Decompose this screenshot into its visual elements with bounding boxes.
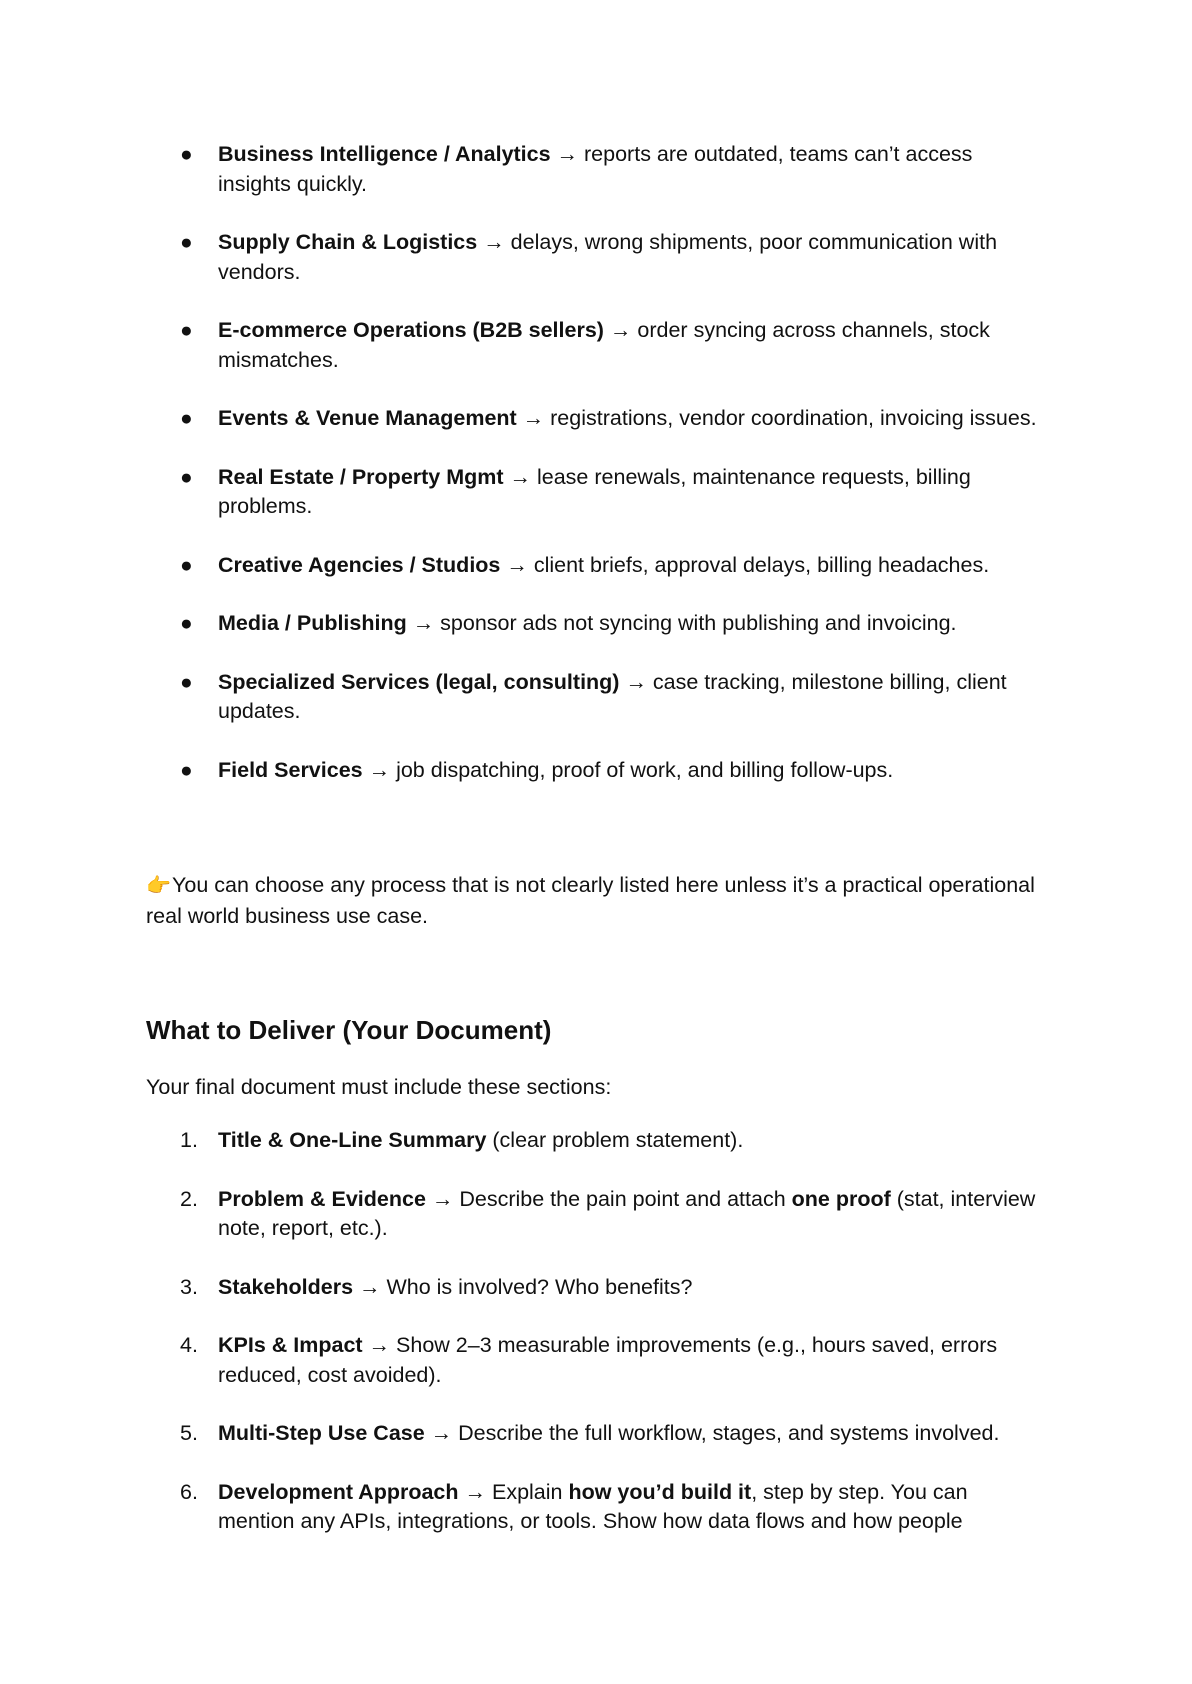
section-heading: What to Deliver (Your Document) xyxy=(146,1015,552,1045)
list-item xyxy=(180,609,1038,639)
bullet-marker: ● xyxy=(180,231,193,254)
list-number: 1. xyxy=(180,1128,198,1152)
list-item-text: → Describe the pain point and attach xyxy=(425,1186,792,1211)
list-item-text: → client briefs, approval delays, billing headaches. xyxy=(500,552,990,577)
list-item xyxy=(180,1478,1038,1537)
list-item-term: Problem & Evidence xyxy=(218,1186,426,1211)
list-item-text: → reports are outdated, teams can’t access insights quickly. xyxy=(218,142,973,196)
list-item-text: → case tracking, milestone billing, client updates. xyxy=(218,669,1007,723)
list-item-term: Title & One-Line Summary xyxy=(218,1128,487,1152)
list-item xyxy=(180,1419,1038,1449)
pointing-hand-icon: 👉 xyxy=(146,875,171,897)
list-item-term: Field Services xyxy=(218,757,363,782)
list-item-text: → registrations, vendor coordination, invoicing issues. xyxy=(516,406,1037,430)
note-text: You can choose any process that is not clearly listed here unless it’s a practical operational real world business use case. xyxy=(146,873,1035,928)
list-item-term: Specialized Services (legal, consulting) xyxy=(218,669,620,694)
list-item-term: Creative Agencies / Studios xyxy=(218,552,501,577)
list-item-term: Business Intelligence / Analytics xyxy=(218,142,551,166)
list-item-text: → lease renewals, maintenance requests, billing problems. xyxy=(218,464,971,518)
list-item-text: → job dispatching, proof of work, and billing follow-ups. xyxy=(362,757,894,782)
list-item-term: Events & Venue Management xyxy=(218,406,517,430)
list-item xyxy=(180,668,1038,727)
list-item-text: → Show 2–3 measurable improvements (e.g., hours saved, errors reduced, cost avoided). xyxy=(218,1333,998,1387)
list-number: 2. xyxy=(180,1186,198,1211)
bullet-marker: ● xyxy=(180,143,193,166)
list-item-text: → Describe the full workflow, stages, and systems involved. xyxy=(424,1421,1000,1445)
list-item xyxy=(180,551,1038,581)
list-item-emphasis: how you’d build it xyxy=(568,1479,752,1504)
list-item-text: (clear problem statement). xyxy=(486,1128,744,1152)
note-paragraph xyxy=(146,871,1046,931)
bullet-marker: ● xyxy=(180,465,193,489)
list-item xyxy=(180,316,1038,375)
list-item xyxy=(180,404,1038,434)
list-item-term: KPIs & Impact xyxy=(218,1333,363,1357)
list-item-term: Media / Publishing xyxy=(218,611,407,635)
list-item-text: → delays, wrong shipments, poor communication with vendors. xyxy=(218,230,998,284)
list-item-emphasis: one proof xyxy=(791,1186,891,1211)
list-item xyxy=(180,463,1038,522)
list-item xyxy=(180,1185,1038,1244)
bullet-marker: ● xyxy=(180,553,193,577)
list-item-term: Stakeholders xyxy=(218,1274,354,1299)
list-item xyxy=(180,1273,1038,1303)
list-number: 3. xyxy=(180,1274,198,1299)
list-item xyxy=(180,1126,1038,1156)
list-number: 4. xyxy=(180,1333,198,1357)
list-item-text-continued: (stat, interview note, report, etc.). xyxy=(218,1186,1036,1240)
list-item xyxy=(180,756,1038,786)
list-item-text-continued: , step by step. You can mention any APIs, integrations, or tools. Show how data flows and how people xyxy=(218,1479,968,1533)
bullet-marker: ● xyxy=(180,407,193,430)
list-item-text: → sponsor ads not syncing with publishing and invoicing. xyxy=(406,611,957,635)
list-item-text: → Explain xyxy=(458,1479,569,1504)
list-item-term: Multi-Step Use Case xyxy=(218,1421,425,1445)
list-item xyxy=(180,1331,1038,1390)
list-item-term: E-commerce Operations (B2B sellers) xyxy=(218,318,604,342)
list-item-term: Supply Chain & Logistics xyxy=(218,230,478,254)
bullet-marker: ● xyxy=(180,758,193,782)
list-item-term: Development Approach xyxy=(218,1479,459,1504)
bullet-marker: ● xyxy=(180,612,193,635)
list-item-term: Real Estate / Property Mgmt xyxy=(218,464,504,489)
bullet-marker: ● xyxy=(180,319,193,342)
bullet-marker: ● xyxy=(180,670,193,694)
section-intro: Your final document must include these sections: xyxy=(146,1075,612,1099)
list-item xyxy=(180,140,1038,199)
industry-bullet-list xyxy=(0,140,1192,814)
list-number: 6. xyxy=(180,1479,198,1504)
list-item-text: → Who is involved? Who benefits? xyxy=(353,1274,693,1299)
list-item xyxy=(180,228,1038,287)
list-item-text: → order syncing across channels, stock mismatches. xyxy=(218,318,990,372)
list-number: 5. xyxy=(180,1421,198,1445)
deliverables-numbered-list xyxy=(0,1126,1192,1566)
